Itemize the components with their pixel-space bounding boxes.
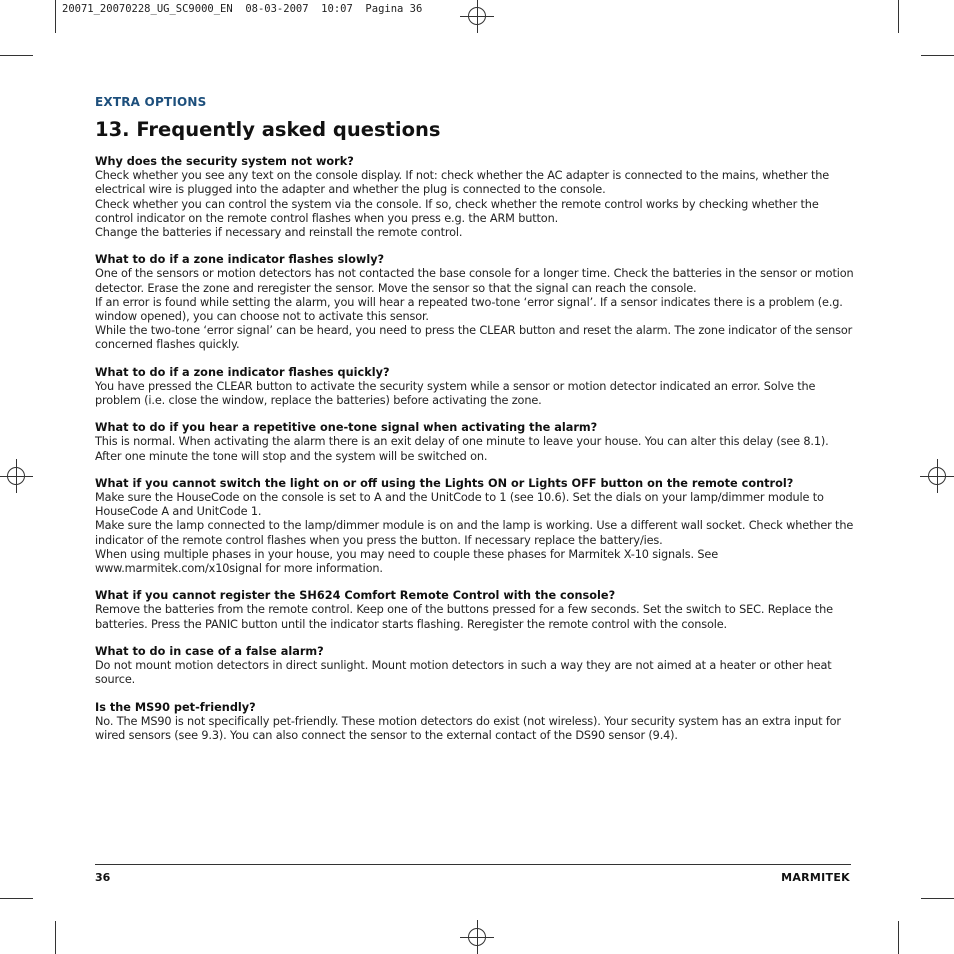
faq-item	[95, 477, 855, 576]
faq-item	[95, 155, 855, 240]
crop-mark-bottom-left	[55, 921, 56, 954]
page-title: 13. Frequently asked questions	[95, 118, 441, 141]
faq-answer-paragraph: This is normal. When activating the alarm there is an exit delay of one minute to leave your house. You can alter this delay (see 8.1). After one minute the tone will stop and the system will be switched on.	[95, 435, 829, 463]
faq-question: What to do if you hear a repetitive one-tone signal when activating the alarm?	[95, 421, 598, 435]
footer-divider	[95, 864, 851, 865]
crop-mark-top-right	[898, 0, 899, 33]
crop-mark-top-left-h	[0, 55, 33, 56]
section-label: EXTRA OPTIONS	[95, 95, 207, 109]
crop-mark-bottom-right	[898, 921, 899, 954]
faq-answer-paragraph: If an error is found while setting the alarm, you will hear a repeated two-tone ‘error signal’. If a sensor indicates there is a problem (e.g. window opened), you can choose not to activate this sensor.	[95, 295, 843, 324]
faq-answer-paragraph: Make sure the HouseCode on the console is set to A and the UnitCode to 1 (see 10.6). Set the dials on your lamp/dimmer module to HouseCode A and UnitCode 1.	[95, 491, 824, 519]
faq-answer-paragraph: Make sure the lamp connected to the lamp/dimmer module is on and the lamp is working. Use a different wall socket. Check whether the indicator of the remote control flashes when you press the button. If necessary replace the battery/ies.	[95, 519, 854, 547]
faq-item	[95, 366, 855, 409]
print-slug: 20071_20070228_UG_SC9000_EN 08-03-2007 10:07 Pagina 36	[62, 3, 423, 15]
faq-question: What if you cannot register the SH624 Comfort Remote Control with the console?	[95, 589, 616, 603]
faq-answer-paragraph: Check whether you see any text on the console display. If not: check whether the AC adapter is connected to the mains, whether the electrical wire is plugged into the adapter and whether the plug is connected to the console.	[95, 169, 830, 197]
faq-question: What to do if a zone indicator flashes slowly?	[95, 253, 385, 267]
registration-mark-right	[928, 467, 946, 485]
page-number: 36	[95, 871, 111, 884]
faq-question: What to do in case of a false alarm?	[95, 644, 324, 658]
faq-item	[95, 701, 855, 744]
faq-question: What if you cannot switch the light on or off using the Lights ON or Lights OFF button on the remote control?	[95, 476, 794, 490]
faq-answer-paragraph: Check whether you can control the system via the console. If so, check whether the remote control works by checking whether the control indicator on the remote control flashes when you press e.g. the ARM button.	[95, 197, 819, 225]
faq-answer-paragraph: While the two-tone ‘error signal’ can be heard, you need to press the CLEAR button and reset the alarm. The zone indicator of the sensor concerned flashes quickly.	[95, 324, 853, 352]
crop-mark-top-right-h	[921, 55, 954, 56]
faq-answer-paragraph: Do not mount motion detectors in direct sunlight. Mount motion detectors in such a way they are not aimed at a heater or other heat source.	[95, 659, 832, 687]
faq-question: What to do if a zone indicator flashes quickly?	[95, 365, 390, 379]
faq-answer-paragraph: One of the sensors or motion detectors has not contacted the base console for a longer time. Check the batteries in the sensor or motion detector. Erase the zone and reregister the sensor. Move the sensor so that the signal can reach the console.	[95, 267, 854, 295]
crop-mark-top-left	[55, 0, 56, 33]
faq-answer-paragraph: You have pressed the CLEAR button to activate the security system while a sensor or motion detector indicated an error. Solve the problem (i.e. close the window, replace the batteries) before activating the zone.	[95, 379, 816, 408]
faq-content	[95, 155, 855, 756]
brand-name: MARMITEK	[781, 871, 850, 884]
faq-answer-paragraph: No. The MS90 is not specifically pet-friendly. These motion detectors do exist (not wireless). Your security system has an extra input for wired sensors (see 9.3). You can also connect the sensor to the external contact of the DS90 sensor (9.4).	[95, 714, 841, 742]
faq-item	[95, 589, 855, 632]
faq-item	[95, 253, 855, 352]
faq-question: Why does the security system not work?	[95, 155, 354, 168]
registration-mark-left	[7, 467, 25, 485]
crop-mark-bottom-left-h	[0, 898, 33, 899]
registration-mark-top	[468, 7, 486, 25]
faq-item	[95, 645, 855, 688]
faq-answer-paragraph: Remove the batteries from the remote control. Keep one of the buttons pressed for a few seconds. Set the switch to SEC. Replace the batteries. Press the PANIC button until the indicator starts flashing. Reregister the remote control with the console.	[95, 603, 833, 631]
faq-item	[95, 421, 855, 464]
faq-answer-paragraph: Change the batteries if necessary and reinstall the remote control.	[95, 226, 463, 240]
faq-question: Is the MS90 pet-friendly?	[95, 700, 256, 714]
crop-mark-bottom-right-h	[921, 898, 954, 899]
registration-mark-bottom	[468, 928, 486, 946]
faq-answer-paragraph: When using multiple phases in your house, you may need to couple these phases for Marmitek X-10 signals. See www.marmitek.com/x10signal for more information.	[95, 547, 718, 576]
